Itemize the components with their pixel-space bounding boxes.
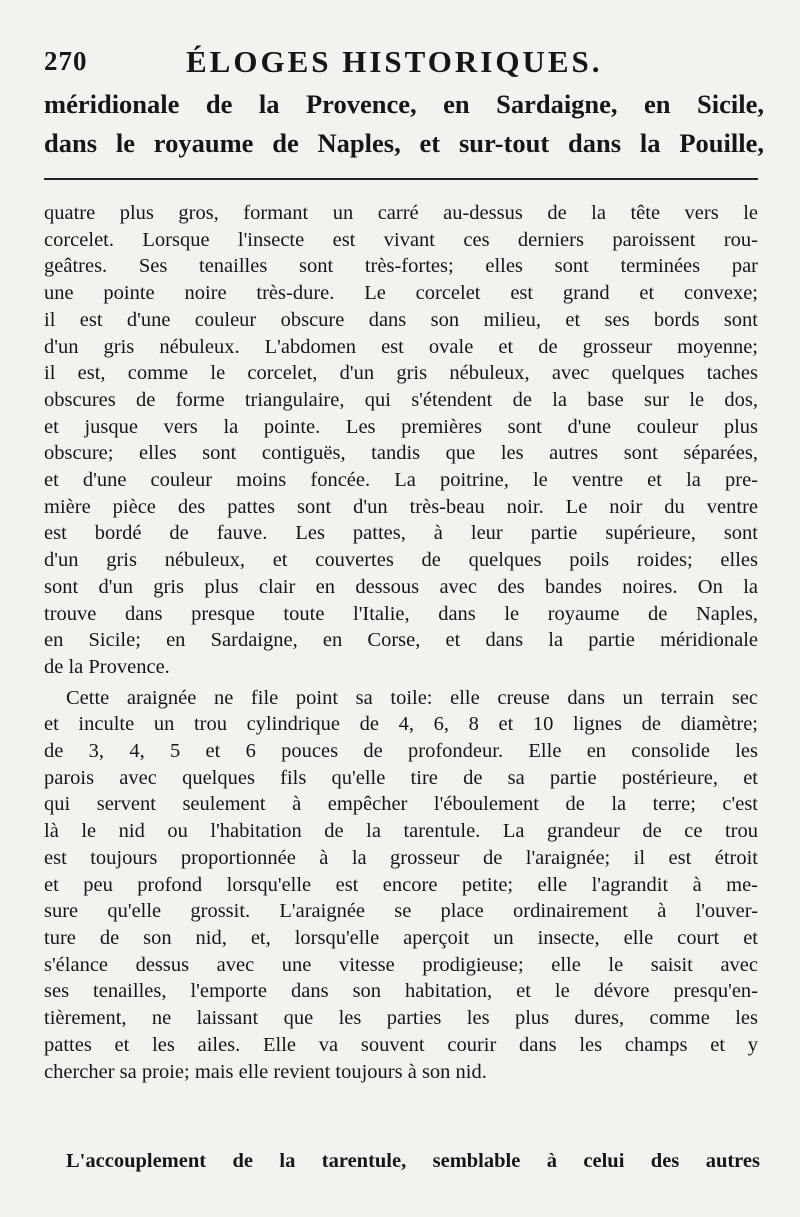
horizontal-rule bbox=[44, 178, 758, 180]
text-line: qui servent seulement à empêcher l'éboulement de la terre; c'est bbox=[44, 793, 758, 816]
text-line: tièrement, ne laissant que les parties les plus dures, comme les bbox=[44, 1007, 758, 1030]
text-line: ses tenailles, l'emporte dans son habitation, et le dévore presqu'en- bbox=[44, 980, 758, 1003]
text-line: là le nid ou l'habitation de la tarentule. La grandeur de ce trou bbox=[44, 820, 758, 843]
text-line: il est d'une couleur obscure dans son milieu, et ses bords sont bbox=[44, 308, 758, 331]
text-line: parois avec quelques fils qu'elle tire de sa partie postérieure, et bbox=[44, 766, 758, 789]
body-text bbox=[44, 200, 758, 1085]
text-line: ture de son nid, et, lorsqu'elle aperçoit un insecte, elle court et bbox=[44, 926, 758, 949]
text-line: et d'une couleur moins foncée. La poitrine, le ventre et la pre- bbox=[44, 469, 758, 492]
page-number: 270 bbox=[44, 46, 88, 76]
running-title: ÉLOGES HISTORIQUES. bbox=[186, 44, 603, 79]
text-line: sont d'un gris plus clair en dessous avec des bandes noires. On la bbox=[44, 575, 758, 598]
text-line: mière pièce des pattes sont d'un très-beau noir. Le noir du ventre bbox=[44, 495, 758, 518]
paragraph bbox=[44, 200, 758, 681]
text-line: et inculte un trou cylindrique de 4, 6, 8 et 10 lignes de diamètre; bbox=[44, 713, 758, 736]
text-line: obscures de forme triangulaire, qui s'étendent de la base sur le dos, bbox=[44, 388, 758, 411]
text-line: d'un gris nébuleux, et couvertes de quelques poils roides; elles bbox=[44, 549, 758, 572]
text-line: une pointe noire très-dure. Le corcelet est grand et convexe; bbox=[44, 282, 758, 305]
text-line: quatre plus gros, formant un carré au-dessus de la tête vers le bbox=[44, 202, 758, 224]
text-line: obscure; elles sont contiguës, tandis que les autres sont séparées, bbox=[44, 442, 758, 465]
text-line: d'un gris nébuleux. L'abdomen est ovale et de grosseur moyenne; bbox=[44, 335, 758, 358]
bleed-through-lines bbox=[44, 85, 764, 163]
text-line: sure qu'elle grossit. L'araignée se place ordinairement à l'ouver- bbox=[44, 900, 758, 923]
text-line: geâtres. Ses tenailles sont très-fortes; elles sont terminées par bbox=[44, 255, 758, 278]
text-line: de 3, 4, 5 et 6 pouces de profondeur. Elle en consolide les bbox=[44, 740, 758, 763]
text-line: méridionale de la Provence, en Sardaigne, en Sicile, bbox=[44, 89, 764, 119]
text-line: s'élance dessus avec une vitesse prodigieuse; elle le saisit avec bbox=[44, 953, 758, 976]
running-head bbox=[44, 42, 764, 82]
text-line: et peu profond lorsqu'elle est encore petite; elle l'agrandit à me- bbox=[44, 873, 758, 896]
text-line: pattes et les ailes. Elle va souvent courir dans les champs et y bbox=[44, 1033, 758, 1056]
text-line: est bordé de fauve. Les pattes, à leur partie supérieure, sont bbox=[44, 522, 758, 545]
paragraph bbox=[44, 685, 758, 1086]
text-line: trouve dans presque toute l'Italie, dans le royaume de Naples, bbox=[44, 602, 758, 625]
text-line: Cette araignée ne file point sa toile: elle creuse dans un terrain sec bbox=[66, 686, 758, 709]
text-line: est toujours proportionnée à la grosseur de l'araignée; il est étroit bbox=[44, 846, 758, 869]
text-line: en Sicile; en Sardaigne, en Corse, et dans la partie méridionale bbox=[44, 629, 758, 652]
continuation-line: L'accouplement de la tarentule, semblable à celui des autres bbox=[66, 1150, 760, 1172]
text-line: dans le royaume de Naples, et sur-tout dans la Pouille, bbox=[44, 128, 764, 158]
text-line: il est, comme le corcelet, d'un gris nébuleux, avec quelques taches bbox=[44, 362, 758, 385]
text-line: chercher sa proie; mais elle revient toujours à son nid. bbox=[44, 1060, 487, 1083]
text-line: de la Provence. bbox=[44, 655, 170, 678]
text-line: et jusque vers la pointe. Les premières sont d'une couleur plus bbox=[44, 415, 758, 438]
text-line: corcelet. Lorsque l'insecte est vivant ces derniers paroissent rou- bbox=[44, 228, 758, 251]
